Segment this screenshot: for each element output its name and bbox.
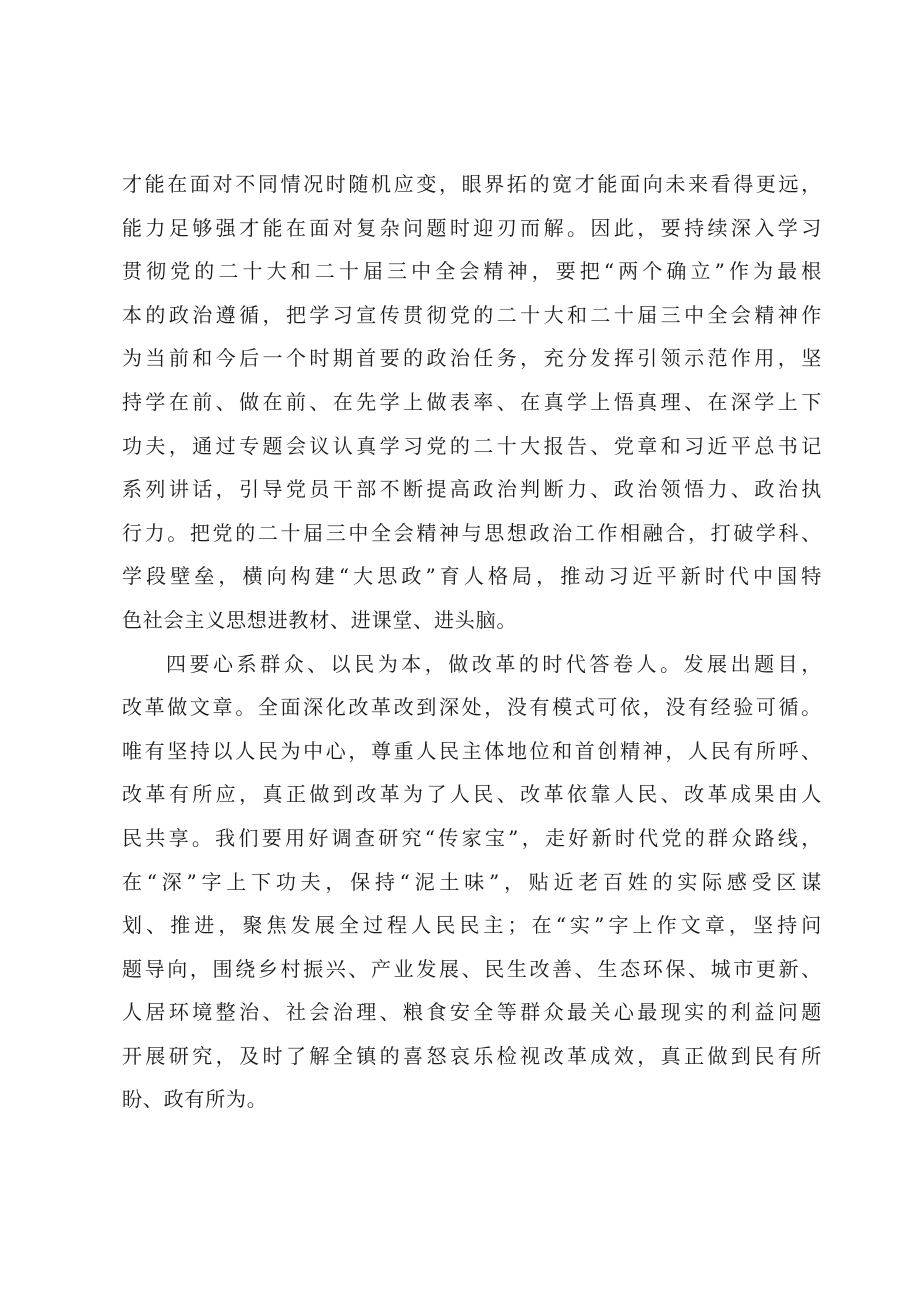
paragraph-line: 持学在前、做在前、在先学上做表率、在真学上悟真理、在深学上下 [122, 389, 822, 414]
paragraph-line: 题导向，围绕乡村振兴、产业发展、民生改善、生态环保、城市更新、 [122, 956, 822, 981]
paragraph-line: 为当前和今后一个时期首要的政治任务，充分发挥引领示范作用，坚 [122, 346, 822, 371]
paragraph-line: 在“深”字上下功夫，保持“泥土味”，贴近老百姓的实际感受区谋 [122, 869, 822, 894]
paragraph-line: 人居环境整治、社会治理、粮食安全等群众最关心最现实的利益问题 [122, 1000, 822, 1025]
paragraph-line: 才能在面对不同情况时随机应变，眼界拓的宽才能面向未来看得更远， [122, 172, 822, 196]
paragraph-line: 能力足够强才能在面对复杂问题时迎刃而解。因此，要持续深入学习 [122, 215, 822, 240]
paragraph-line: 四要心系群众、以民为本，做改革的时代答卷人。发展出题目， [166, 651, 822, 676]
paragraph-2 [122, 643, 822, 1123]
paragraph-line: 色社会主义思想进教材、进课堂、进头脑。 [122, 607, 518, 632]
paragraph-line: 本的政治遵循，把学习宣传贯彻党的二十大和二十届三中全会精神作 [122, 302, 822, 327]
paragraph-line: 盼、政有所为。 [122, 1087, 268, 1112]
paragraph-line: 划、推进，聚焦发展全过程人民民主；在“实”字上作文章，坚持问 [122, 913, 822, 938]
paragraph-line: 贯彻党的二十大和二十届三中全会精神，要把“两个确立”作为最根 [122, 259, 822, 284]
paragraph-line: 改革做文章。全面深化改革改到深处，没有模式可依，没有经验可循。 [122, 695, 822, 720]
paragraph-line: 功夫，通过专题会议认真学习党的二十大报告、党章和习近平总书记 [122, 433, 822, 458]
paragraph-line: 开展研究，及时了解全镇的喜怒哀乐检视改革成效，真正做到民有所 [122, 1043, 822, 1068]
paragraph-line: 系列讲话，引导党员干部不断提高政治判断力、政治领悟力、政治执 [122, 477, 822, 502]
paragraph-line: 民共享。我们要用好调查研究“传家宝”，走好新时代党的群众路线， [122, 825, 822, 850]
paragraph-1 [122, 163, 822, 643]
paragraph-line: 改革有所应，真正做到改革为了人民、改革依靠人民、改革成果由人 [122, 782, 822, 807]
paragraph-line: 唯有坚持以人民为中心，尊重人民主体地位和首创精神，人民有所呼、 [122, 738, 822, 763]
paragraph-line: 行力。把党的二十届三中全会精神与思想政治工作相融合，打破学科、 [122, 520, 822, 545]
paragraph-line: 学段壁垒，横向构建“大思政”育人格局，推动习近平新时代中国特 [122, 564, 822, 589]
body-text [122, 163, 822, 1122]
